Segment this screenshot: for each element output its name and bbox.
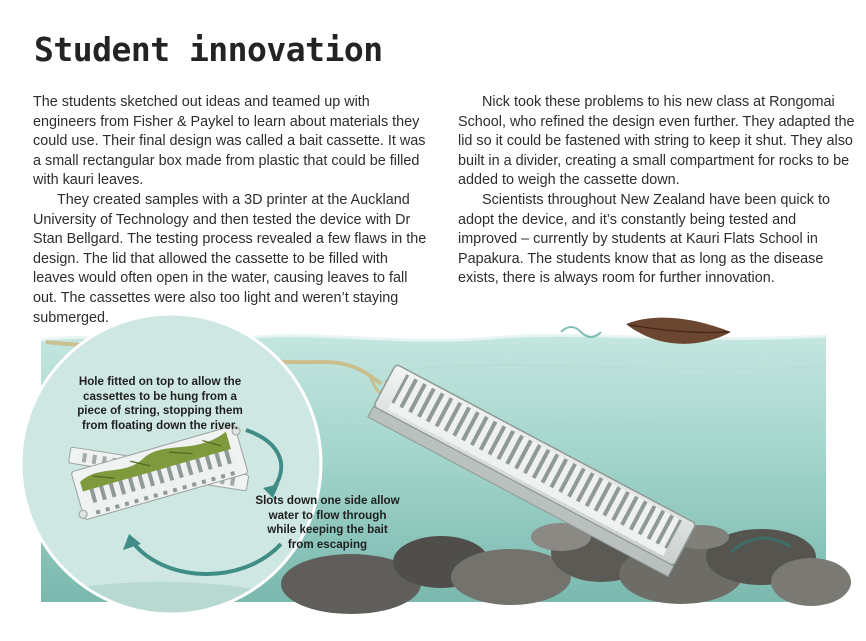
article-column-left xyxy=(33,93,433,326)
paragraph: The students sketched out ideas and teamed up with engineers from Fisher & Paykel to learn about materials they could use. Their final design was called a bait cassette. It was a small rectangular box made from plastic that could be filled with kauri leaves. xyxy=(33,94,426,189)
callout-slots-label: Slots down one side allow water to flow through while keeping the bait from escaping xyxy=(255,494,400,551)
article-column-right xyxy=(458,93,858,289)
page-title: Student innovation xyxy=(34,30,383,69)
paragraph: They created samples with a 3D printer at the Auckland University of Technology and then tested the device with Dr Stan Bellgard. The testing process revealed a few flaws in the design. The lid that allowed the cassette to be filled with leaves would often open in the water, causing leaves to fall out. The cassettes were also too light and weren’t staying submerged. xyxy=(33,191,427,326)
paragraph: Nick took these problems to his new class at Rongomai School, who refined the design even further. They adapted the lid so it could be fastened with string to keep it shut. They also built in a divider, creating a small compartment for rocks to be added to weigh the cassette down. xyxy=(458,94,855,189)
paragraph: Scientists throughout New Zealand have been quick to adopt the device, and it’s constantly being tested and improved – currently by students at Kauri Flats School in Papakura. The students know that as long as the disease exists, there is always room for further innovation. xyxy=(458,191,830,287)
callout-hole-label: Hole fitted on top to allow the cassettes to be hung from a piece of string, stopping them from floating down the river. xyxy=(77,375,243,432)
river-illustration xyxy=(41,312,826,602)
river-scene xyxy=(41,312,826,602)
